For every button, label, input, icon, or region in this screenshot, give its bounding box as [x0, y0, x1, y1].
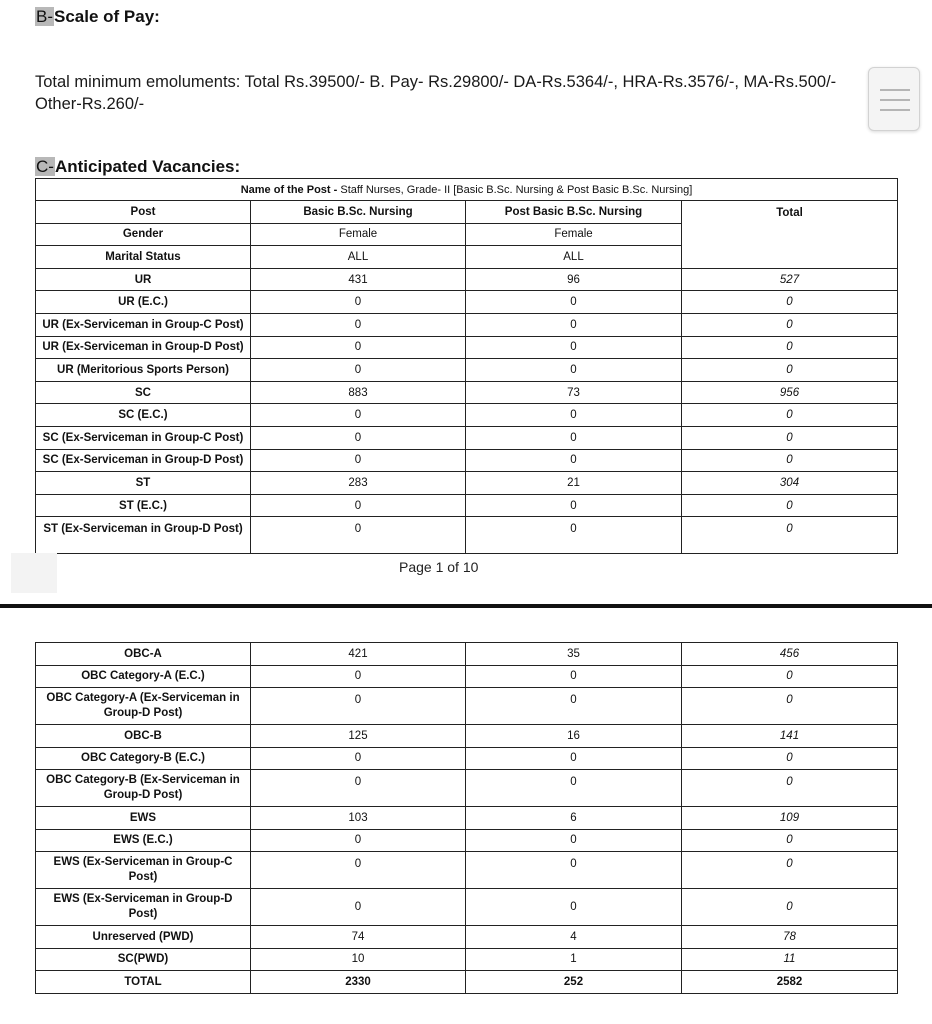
- row-total: 109: [682, 807, 898, 830]
- col-header-total: Total: [682, 201, 898, 269]
- section-c-prefix: C-: [36, 157, 54, 176]
- row-post-basic: 16: [466, 725, 682, 748]
- page-thumbnail[interactable]: [11, 553, 57, 593]
- row-post-basic: 0: [466, 404, 682, 427]
- row-basic: 0: [251, 688, 466, 725]
- col-header-post-basic: Post Basic B.Sc. Nursing: [466, 201, 682, 224]
- table-row: [36, 770, 898, 807]
- row-total: 304: [682, 472, 898, 495]
- row-post: SC: [36, 381, 251, 404]
- row-basic: 0: [251, 494, 466, 517]
- table-row: [36, 449, 898, 472]
- row-post-basic: 0: [466, 449, 682, 472]
- table-row: [36, 688, 898, 725]
- gender-post-basic: Female: [466, 223, 682, 246]
- row-post: UR (Ex-Serviceman in Group-D Post): [36, 336, 251, 359]
- row-basic: 2330: [251, 971, 466, 994]
- row-post: UR: [36, 268, 251, 291]
- row-post: UR (E.C.): [36, 291, 251, 314]
- row-basic: 103: [251, 807, 466, 830]
- table-row: [36, 725, 898, 748]
- row-post-basic: 0: [466, 336, 682, 359]
- row-post: OBC-A: [36, 643, 251, 666]
- row-post: Unreserved (PWD): [36, 926, 251, 949]
- row-total: 141: [682, 725, 898, 748]
- row-basic: 0: [251, 291, 466, 314]
- vacancy-table-page-1: [35, 178, 898, 554]
- row-total: 0: [682, 829, 898, 852]
- row-total: 0: [682, 336, 898, 359]
- row-basic: 0: [251, 829, 466, 852]
- row-total: 0: [682, 517, 898, 554]
- row-basic: 125: [251, 725, 466, 748]
- row-basic: 431: [251, 268, 466, 291]
- row-total: 0: [682, 852, 898, 889]
- row-total: 11: [682, 948, 898, 971]
- marital-status-basic: ALL: [251, 246, 466, 269]
- row-basic: 0: [251, 359, 466, 382]
- marital-status-label: Marital Status: [36, 246, 251, 269]
- row-post: ST (Ex-Serviceman in Group-D Post): [36, 517, 251, 554]
- row-total: 956: [682, 381, 898, 404]
- vacancy-table-page-2: [35, 642, 898, 994]
- row-post: OBC Category-B (E.C.): [36, 747, 251, 770]
- row-basic: 0: [251, 426, 466, 449]
- row-post: OBC Category-B (Ex-Serviceman in Group-D Post): [36, 770, 251, 807]
- row-post-basic: 0: [466, 313, 682, 336]
- row-post: EWS (E.C.): [36, 829, 251, 852]
- row-total: 0: [682, 449, 898, 472]
- row-total: 0: [682, 359, 898, 382]
- table-row: [36, 381, 898, 404]
- row-total: 0: [682, 426, 898, 449]
- row-post: ST: [36, 472, 251, 495]
- table-row: [36, 291, 898, 314]
- post-name-label: Name of the Post -: [240, 183, 338, 196]
- table-row: [36, 517, 898, 554]
- post-name-cell: [36, 179, 898, 201]
- table-row: [36, 426, 898, 449]
- row-basic: 0: [251, 747, 466, 770]
- section-b-heading: [35, 7, 160, 27]
- row-post-basic: 0: [466, 665, 682, 688]
- table-row: [36, 359, 898, 382]
- marital-status-post-basic: ALL: [466, 246, 682, 269]
- row-post: ST (E.C.): [36, 494, 251, 517]
- row-post-basic: 0: [466, 517, 682, 554]
- row-post: OBC Category-A (E.C.): [36, 665, 251, 688]
- row-post: EWS: [36, 807, 251, 830]
- table-row: [36, 643, 898, 666]
- row-post: EWS (Ex-Serviceman in Group-D Post): [36, 889, 251, 926]
- row-basic: 0: [251, 313, 466, 336]
- row-post-basic: 0: [466, 291, 682, 314]
- row-basic: 883: [251, 381, 466, 404]
- table-row: [36, 494, 898, 517]
- table-total-row: [36, 971, 898, 994]
- row-basic: 74: [251, 926, 466, 949]
- row-basic: 421: [251, 643, 466, 666]
- row-total: 0: [682, 889, 898, 926]
- table-row: [36, 665, 898, 688]
- row-total: 0: [682, 291, 898, 314]
- row-basic: 0: [251, 852, 466, 889]
- row-post-basic: 0: [466, 852, 682, 889]
- row-basic: 283: [251, 472, 466, 495]
- row-post: TOTAL: [36, 971, 251, 994]
- table-row: [36, 852, 898, 889]
- row-post-basic: 0: [466, 426, 682, 449]
- row-post-basic: 252: [466, 971, 682, 994]
- page-indicator: Page 1 of 10: [399, 559, 479, 575]
- row-total: 527: [682, 268, 898, 291]
- gender-basic: Female: [251, 223, 466, 246]
- row-total: 0: [682, 313, 898, 336]
- row-post-basic: 4: [466, 926, 682, 949]
- row-post: SC (Ex-Serviceman in Group-D Post): [36, 449, 251, 472]
- table-row: [36, 889, 898, 926]
- row-post-basic: 0: [466, 829, 682, 852]
- row-post: SC(PWD): [36, 948, 251, 971]
- row-total: 78: [682, 926, 898, 949]
- section-b-title: Scale of Pay:: [54, 7, 160, 26]
- table-row: [36, 404, 898, 427]
- table-row: [36, 472, 898, 495]
- row-post-basic: 1: [466, 948, 682, 971]
- col-header-post: Post: [36, 201, 251, 224]
- table-row: [36, 948, 898, 971]
- row-total: 2582: [682, 971, 898, 994]
- pay-line-2: Other-Rs.260/-: [35, 95, 145, 113]
- table-row: [36, 336, 898, 359]
- table-row: [36, 926, 898, 949]
- row-post: SC (E.C.): [36, 404, 251, 427]
- table-row: [36, 747, 898, 770]
- page-separator: [0, 604, 932, 608]
- row-post-basic: 96: [466, 268, 682, 291]
- row-post: SC (Ex-Serviceman in Group-C Post): [36, 426, 251, 449]
- row-basic: 0: [251, 449, 466, 472]
- row-post-basic: 0: [466, 747, 682, 770]
- row-post: UR (Meritorious Sports Person): [36, 359, 251, 382]
- table-row: [36, 829, 898, 852]
- hamburger-menu-icon[interactable]: [868, 67, 920, 131]
- row-post-basic: 73: [466, 381, 682, 404]
- row-post-basic: 0: [466, 889, 682, 926]
- row-total: 0: [682, 665, 898, 688]
- section-b-prefix: B-: [36, 7, 53, 26]
- section-c-title: Anticipated Vacancies:: [54, 157, 241, 176]
- row-post-basic: 0: [466, 770, 682, 807]
- col-header-basic: Basic B.Sc. Nursing: [251, 201, 466, 224]
- row-total: 456: [682, 643, 898, 666]
- post-name-value: Staff Nurses, Grade- II [Basic B.Sc. Nursing & Post Basic B.Sc. Nursing]: [337, 183, 693, 196]
- row-post-basic: 0: [466, 494, 682, 517]
- row-post-basic: 21: [466, 472, 682, 495]
- row-post-basic: 0: [466, 688, 682, 725]
- row-basic: 0: [251, 665, 466, 688]
- row-post: UR (Ex-Serviceman in Group-C Post): [36, 313, 251, 336]
- row-post-basic: 35: [466, 643, 682, 666]
- table-row: [36, 268, 898, 291]
- row-post: EWS (Ex-Serviceman in Group-C Post): [36, 852, 251, 889]
- pay-scale-text: [35, 71, 875, 115]
- row-basic: 0: [251, 889, 466, 926]
- gender-label: Gender: [36, 223, 251, 246]
- row-total: 0: [682, 688, 898, 725]
- row-basic: 10: [251, 948, 466, 971]
- row-post-basic: 0: [466, 359, 682, 382]
- pay-line-1: Total minimum emoluments: Total Rs.39500/- B. Pay- Rs.29800/- DA-Rs.5364/-, HRA-Rs.3576/-, MA-Rs.500/-: [35, 73, 837, 91]
- row-basic: 0: [251, 770, 466, 807]
- table-row: [36, 313, 898, 336]
- row-post: OBC Category-A (Ex-Serviceman in Group-D Post): [36, 688, 251, 725]
- row-total: 0: [682, 770, 898, 807]
- table-row: [36, 807, 898, 830]
- row-post-basic: 6: [466, 807, 682, 830]
- row-basic: 0: [251, 336, 466, 359]
- row-basic: 0: [251, 404, 466, 427]
- row-total: 0: [682, 404, 898, 427]
- row-total: 0: [682, 494, 898, 517]
- row-total: 0: [682, 747, 898, 770]
- row-post: OBC-B: [36, 725, 251, 748]
- section-c-heading: [35, 157, 240, 177]
- row-basic: 0: [251, 517, 466, 554]
